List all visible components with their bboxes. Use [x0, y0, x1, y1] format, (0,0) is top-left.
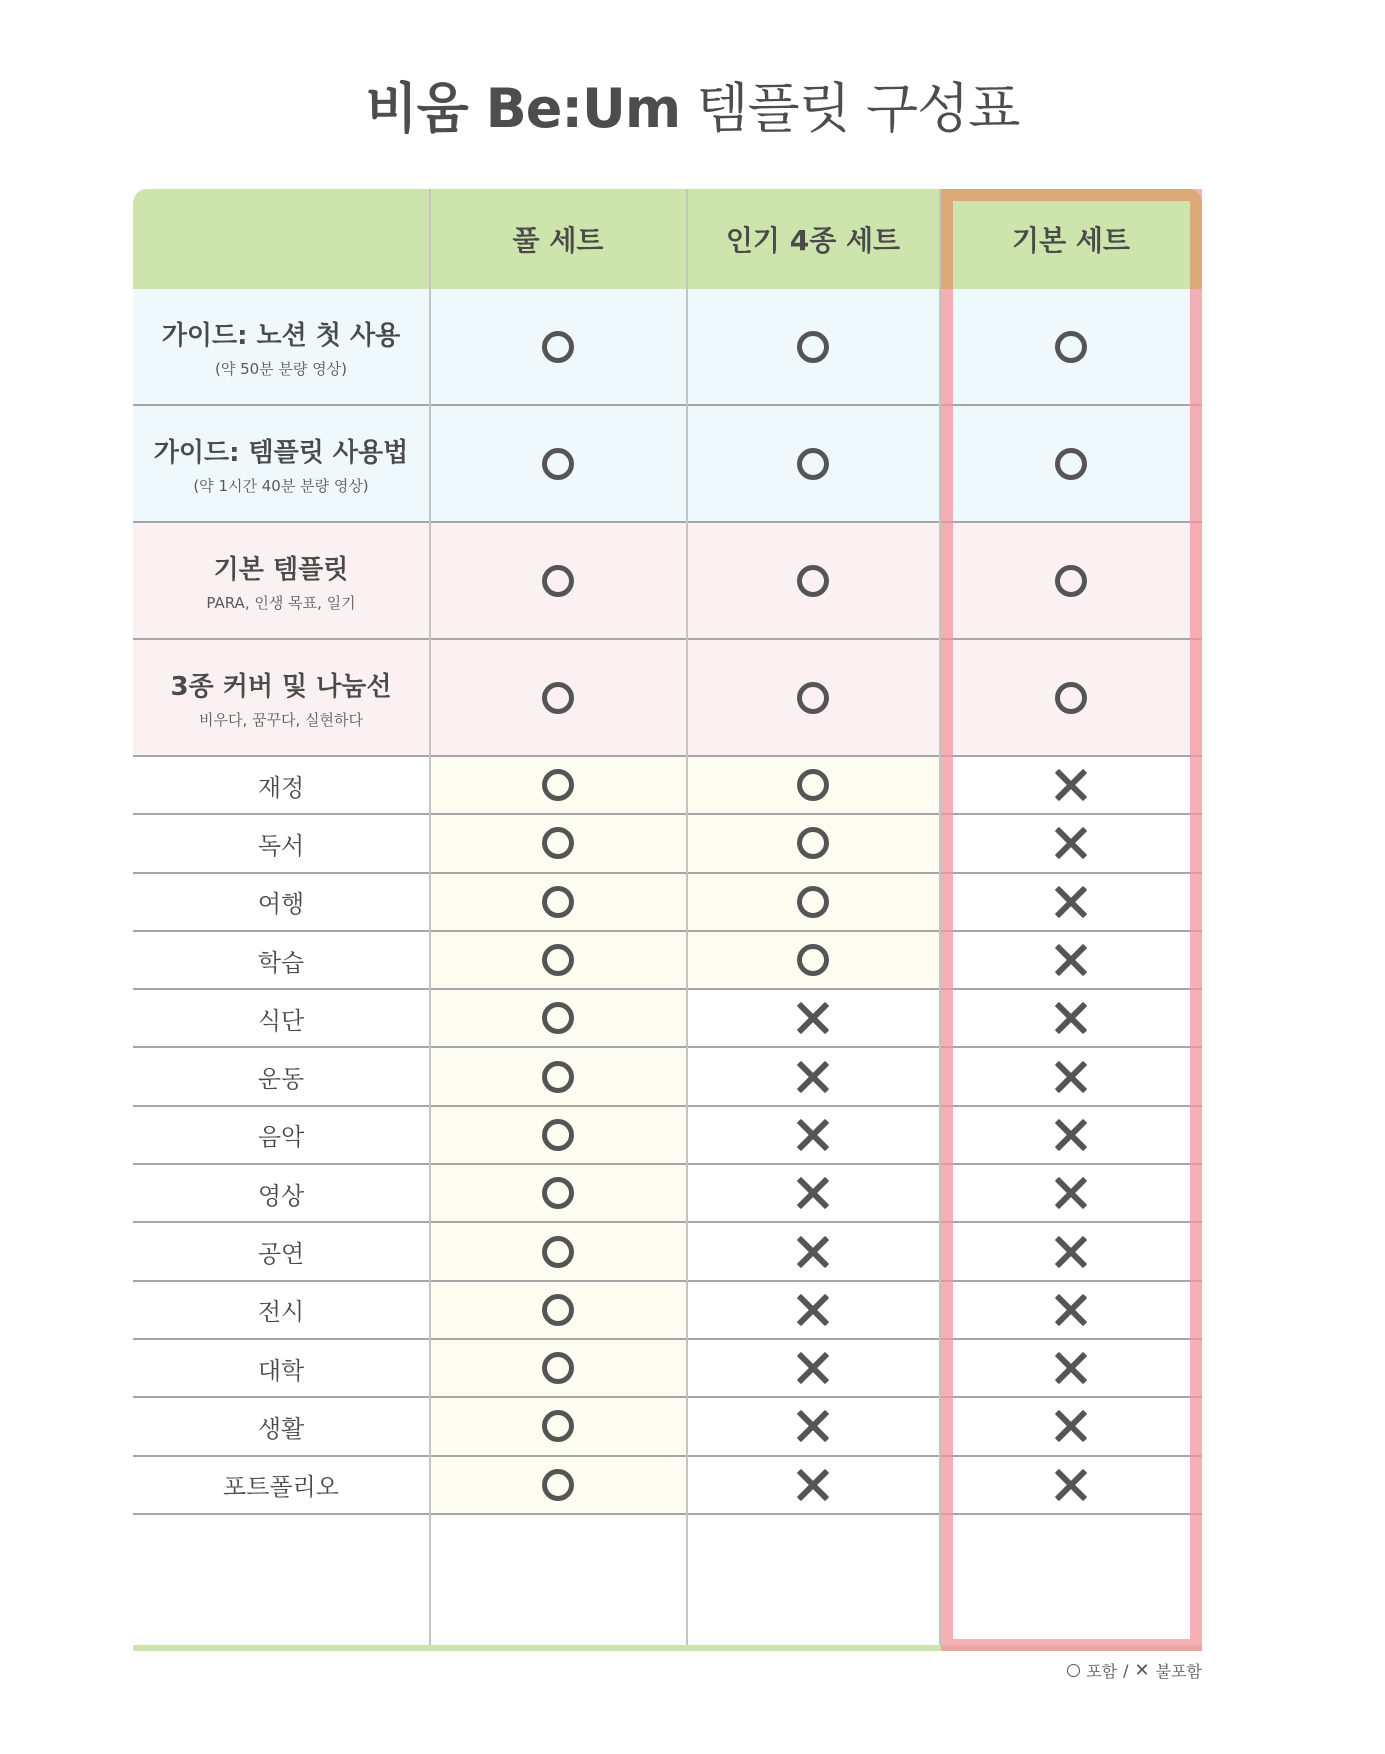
row-label: 3종 커버 및 나눔선: [170, 671, 392, 702]
row-label-cell: [133, 640, 429, 755]
circle-icon: [542, 1177, 574, 1209]
circle-icon: [797, 944, 829, 976]
row-value-cell: [430, 1457, 686, 1513]
row-value-cell: [687, 289, 939, 404]
row-value-cell: [687, 1107, 939, 1163]
row-label: 전시: [257, 1298, 305, 1327]
cross-icon: [1053, 1467, 1089, 1503]
row-value-cell: [687, 874, 939, 930]
circle-icon: [797, 682, 829, 714]
legend-separator: /: [1123, 1661, 1129, 1680]
row-value-cell: [940, 406, 1202, 521]
row-value-cell: [940, 1398, 1202, 1454]
row-value-cell: [687, 1223, 939, 1279]
row-label: 운동: [257, 1065, 305, 1094]
row-value-cell: [940, 1165, 1202, 1221]
table-row: [133, 1282, 1202, 1340]
row-label-cell: [133, 1049, 429, 1105]
column-divider: [429, 189, 431, 1649]
row-label: 기본 템플릿: [213, 554, 349, 585]
cross-icon: ✕: [1134, 1659, 1150, 1681]
circle-icon: [542, 886, 574, 918]
table-row: [133, 757, 1202, 815]
row-value-cell: [430, 1340, 686, 1396]
table-row: [133, 990, 1202, 1048]
cross-icon: [1053, 942, 1089, 978]
row-label-cell: [133, 990, 429, 1046]
circle-icon: [1055, 565, 1087, 597]
circle-icon: [542, 1294, 574, 1326]
table-row: [133, 1223, 1202, 1281]
table-row: [133, 1457, 1202, 1515]
row-label-cell: [133, 1165, 429, 1221]
basic-set-highlight-top: [941, 189, 1202, 289]
row-label-cell: [133, 289, 429, 404]
cross-icon: [1053, 884, 1089, 920]
row-label-cell: [133, 1223, 429, 1279]
row-value-cell: [687, 932, 939, 988]
cross-icon: [795, 1467, 831, 1503]
row-value-cell: [430, 1165, 686, 1221]
cross-icon: [1053, 1408, 1089, 1444]
circle-icon: [542, 1119, 574, 1151]
table-row: [133, 874, 1202, 932]
row-label-cell: [133, 406, 429, 521]
row-sublabel: PARA, 인생 목표, 일기: [206, 593, 356, 612]
cross-icon: [1053, 767, 1089, 803]
header-basic-set: 기본 세트: [1012, 224, 1130, 257]
row-value-cell: [430, 406, 686, 521]
row-value-cell: [940, 289, 1202, 404]
row-label: 대학: [257, 1356, 305, 1385]
legend-include: 포함: [1086, 1662, 1118, 1681]
cross-icon: [1053, 825, 1089, 861]
row-label: 독서: [257, 831, 305, 860]
row-label: 학습: [257, 948, 305, 977]
table-row: [133, 406, 1202, 523]
cross-icon: [795, 1175, 831, 1211]
row-value-cell: [940, 1457, 1202, 1513]
row-value-cell: [940, 1282, 1202, 1338]
row-value-cell: [430, 1223, 686, 1279]
row-label: 포트폴리오: [223, 1473, 339, 1502]
row-value-cell: [940, 815, 1202, 871]
row-value-cell: [430, 1107, 686, 1163]
row-value-cell: [430, 640, 686, 755]
table-row: [133, 932, 1202, 990]
row-label: 생활: [257, 1414, 305, 1443]
row-value-cell: [430, 757, 686, 813]
circle-icon: [542, 827, 574, 859]
cross-icon: [1053, 1292, 1089, 1328]
row-value-cell: [430, 1398, 686, 1454]
title-light: 템플릿 구성표: [696, 77, 1020, 140]
row-label: 영상: [257, 1181, 305, 1210]
circle-icon: [542, 1002, 574, 1034]
circle-icon: [542, 1236, 574, 1268]
circle-icon: [1055, 682, 1087, 714]
row-label-cell: [133, 757, 429, 813]
circle-icon: [542, 331, 574, 363]
table-row: [133, 1340, 1202, 1398]
row-value-cell: [430, 932, 686, 988]
circle-icon: [542, 944, 574, 976]
table-row: [133, 815, 1202, 873]
table-row: [133, 1165, 1202, 1223]
row-value-cell: [940, 932, 1202, 988]
row-value-cell: [687, 757, 939, 813]
table-row: [133, 1398, 1202, 1456]
cross-icon: [795, 1408, 831, 1444]
row-value-cell: [687, 1282, 939, 1338]
row-value-cell: [430, 289, 686, 404]
table-row: [133, 523, 1202, 640]
row-value-cell: [940, 1340, 1202, 1396]
circle-icon: [1055, 448, 1087, 480]
cross-icon: [795, 1350, 831, 1386]
row-value-cell: [940, 1107, 1202, 1163]
row-label: 공연: [257, 1240, 305, 1269]
circle-icon: [797, 769, 829, 801]
row-value-cell: [430, 1049, 686, 1105]
cross-icon: [795, 1117, 831, 1153]
header-popular-set: 인기 4종 세트: [725, 224, 901, 257]
circle-icon: [542, 1469, 574, 1501]
cross-icon: [1053, 1350, 1089, 1386]
row-label-cell: [133, 1457, 429, 1513]
circle-icon: [542, 769, 574, 801]
row-value-cell: [430, 815, 686, 871]
circle-icon: [542, 565, 574, 597]
row-value-cell: [940, 640, 1202, 755]
row-label-cell: [133, 523, 429, 638]
circle-icon: [542, 682, 574, 714]
row-label: 식단: [257, 1006, 305, 1035]
cross-icon: [1053, 1059, 1089, 1095]
circle-icon: [542, 1410, 574, 1442]
row-value-cell: [940, 757, 1202, 813]
table-row: [133, 1107, 1202, 1165]
cross-icon: [1053, 1000, 1089, 1036]
row-value-cell: [687, 1049, 939, 1105]
page-title: [0, 66, 1385, 143]
circle-icon: [797, 448, 829, 480]
circle-icon: [797, 331, 829, 363]
row-label-cell: [133, 932, 429, 988]
header-full-set: 풀 세트: [512, 224, 604, 257]
row-label: 음악: [257, 1123, 305, 1152]
row-value-cell: [687, 406, 939, 521]
row-value-cell: [687, 523, 939, 638]
cross-icon: [795, 1234, 831, 1270]
row-value-cell: [687, 1457, 939, 1513]
row-sublabel: 비우다, 꿈꾸다, 실현하다: [199, 710, 363, 729]
cross-icon: [795, 1292, 831, 1328]
row-label-cell: [133, 1340, 429, 1396]
row-label: 가이드: 템플릿 사용법: [153, 437, 409, 468]
row-label-cell: [133, 874, 429, 930]
column-divider: [939, 189, 941, 1649]
row-label: 여행: [257, 890, 305, 919]
row-value-cell: [430, 1282, 686, 1338]
circle-icon: [797, 827, 829, 859]
row-value-cell: [940, 1223, 1202, 1279]
row-value-cell: [430, 523, 686, 638]
cross-icon: [1053, 1175, 1089, 1211]
row-value-cell: [940, 874, 1202, 930]
row-value-cell: [687, 640, 939, 755]
row-value-cell: [940, 523, 1202, 638]
title-bold: 비움 Be:Um: [365, 77, 681, 140]
circle-icon: [1067, 1664, 1080, 1677]
row-value-cell: [687, 1165, 939, 1221]
table-bottom-bar: [133, 1645, 1202, 1651]
circle-icon: [797, 565, 829, 597]
circle-icon: [542, 448, 574, 480]
circle-icon: [1055, 331, 1087, 363]
row-label: 재정: [257, 773, 305, 802]
row-label-cell: [133, 815, 429, 871]
row-value-cell: [687, 1398, 939, 1454]
circle-icon: [542, 1352, 574, 1384]
row-label-cell: [133, 1107, 429, 1163]
row-sublabel: (약 50분 분량 영상): [214, 359, 348, 378]
cross-icon: [795, 1000, 831, 1036]
legend-exclude: 불포함: [1155, 1662, 1202, 1681]
row-label: 가이드: 노션 첫 사용: [161, 320, 401, 351]
legend: [1067, 1659, 1202, 1682]
row-value-cell: [940, 1049, 1202, 1105]
cross-icon: [795, 1059, 831, 1095]
circle-icon: [542, 1061, 574, 1093]
header-empty: [133, 189, 429, 289]
row-value-cell: [430, 990, 686, 1046]
row-value-cell: [430, 874, 686, 930]
row-sublabel: (약 1시간 40분 분량 영상): [193, 476, 369, 495]
cross-icon: [1053, 1234, 1089, 1270]
row-label-cell: [133, 1282, 429, 1338]
row-value-cell: [687, 990, 939, 1046]
cross-icon: [1053, 1117, 1089, 1153]
table-row: [133, 289, 1202, 406]
row-value-cell: [687, 1340, 939, 1396]
row-label-cell: [133, 1398, 429, 1454]
column-divider: [686, 189, 688, 1649]
table-row: [133, 1049, 1202, 1107]
circle-icon: [797, 886, 829, 918]
row-value-cell: [940, 990, 1202, 1046]
row-value-cell: [687, 815, 939, 871]
table-row: [133, 640, 1202, 757]
